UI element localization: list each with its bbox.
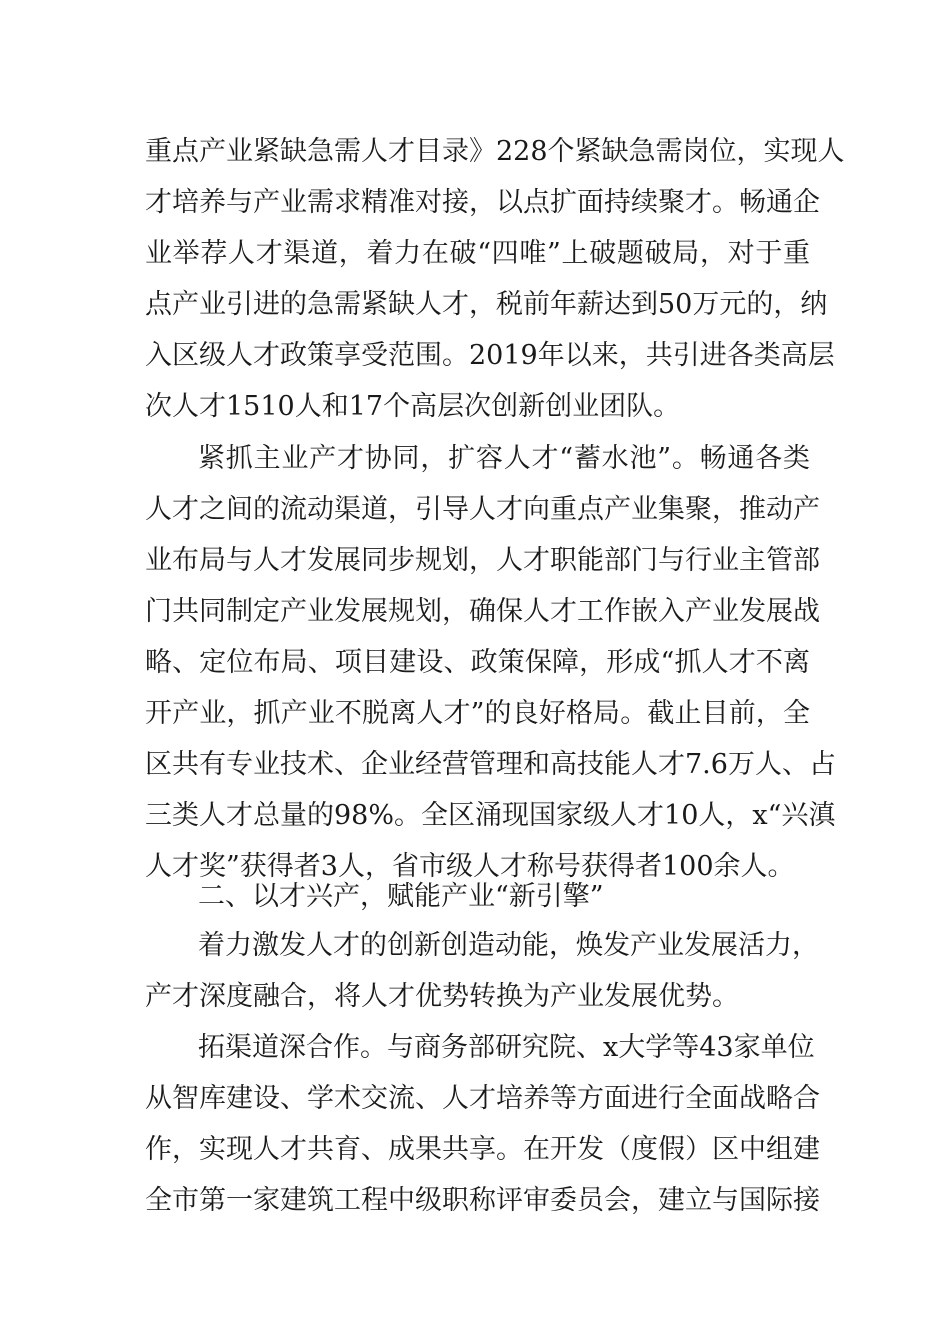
text-line: 三类人才总量的98%。全区涌现国家级人才10人，x“兴滇 bbox=[145, 800, 836, 831]
text-line: 开产业，抓产业不脱离人才”的良好格局。截止目前，全 bbox=[145, 698, 810, 729]
text-line: 人才奖”获得者3人，省市级人才称号获得者100余人。 bbox=[145, 851, 795, 882]
text-line: 门共同制定产业发展规划，确保人才工作嵌入产业发展战 bbox=[145, 596, 820, 627]
text-line: 重点产业紧缺急需人才目录》228个紧缺急需岗位，实现人 bbox=[145, 136, 845, 167]
text-line: 全市第一家建筑工程中级职称评审委员会，建立与国际接 bbox=[145, 1185, 820, 1216]
text-line: 点产业引进的急需紧缺人才，税前年薪达到50万元的，纳 bbox=[145, 289, 828, 320]
text-line: 业布局与人才发展同步规划，人才职能部门与行业主管部 bbox=[145, 545, 820, 576]
paragraph-first-line: 着力激发人才的创新创造动能，焕发产业发展活力， bbox=[198, 930, 819, 961]
text-line: 人才之间的流动渠道，引导人才向重点产业集聚，推动产 bbox=[145, 494, 820, 525]
text-line: 入区级人才政策享受范围。2019年以来，共引进各类高层 bbox=[145, 340, 835, 371]
paragraph-first-line: 紧抓主业产才协同，扩容人才“蓄水池”。畅通各类 bbox=[198, 443, 810, 474]
text-line: 次人才1510人和17个高层次创新创业团队。 bbox=[145, 391, 681, 422]
text-line: 区共有专业技术、企业经营管理和高技能人才7.6万人、占 bbox=[145, 749, 836, 780]
text-line: 产才深度融合，将人才优势转换为产业发展优势。 bbox=[145, 981, 739, 1012]
text-line: 作，实现人才共育、成果共享。在开发（度假）区中组建 bbox=[145, 1134, 820, 1165]
section-heading: 二、以才兴产，赋能产业“新引擎” bbox=[198, 881, 604, 912]
paragraph-first-line: 拓渠道深合作。与商务部研究院、x大学等43家单位 bbox=[198, 1032, 815, 1063]
text-line: 业举荐人才渠道，着力在破“四唯”上破题破局，对于重 bbox=[145, 238, 810, 269]
text-line: 略、定位布局、项目建设、政策保障，形成“抓人才不离 bbox=[145, 647, 810, 678]
text-line: 从智库建设、学术交流、人才培养等方面进行全面战略合 bbox=[145, 1083, 820, 1114]
text-line: 才培养与产业需求精准对接，以点扩面持续聚才。畅通企 bbox=[145, 187, 820, 218]
